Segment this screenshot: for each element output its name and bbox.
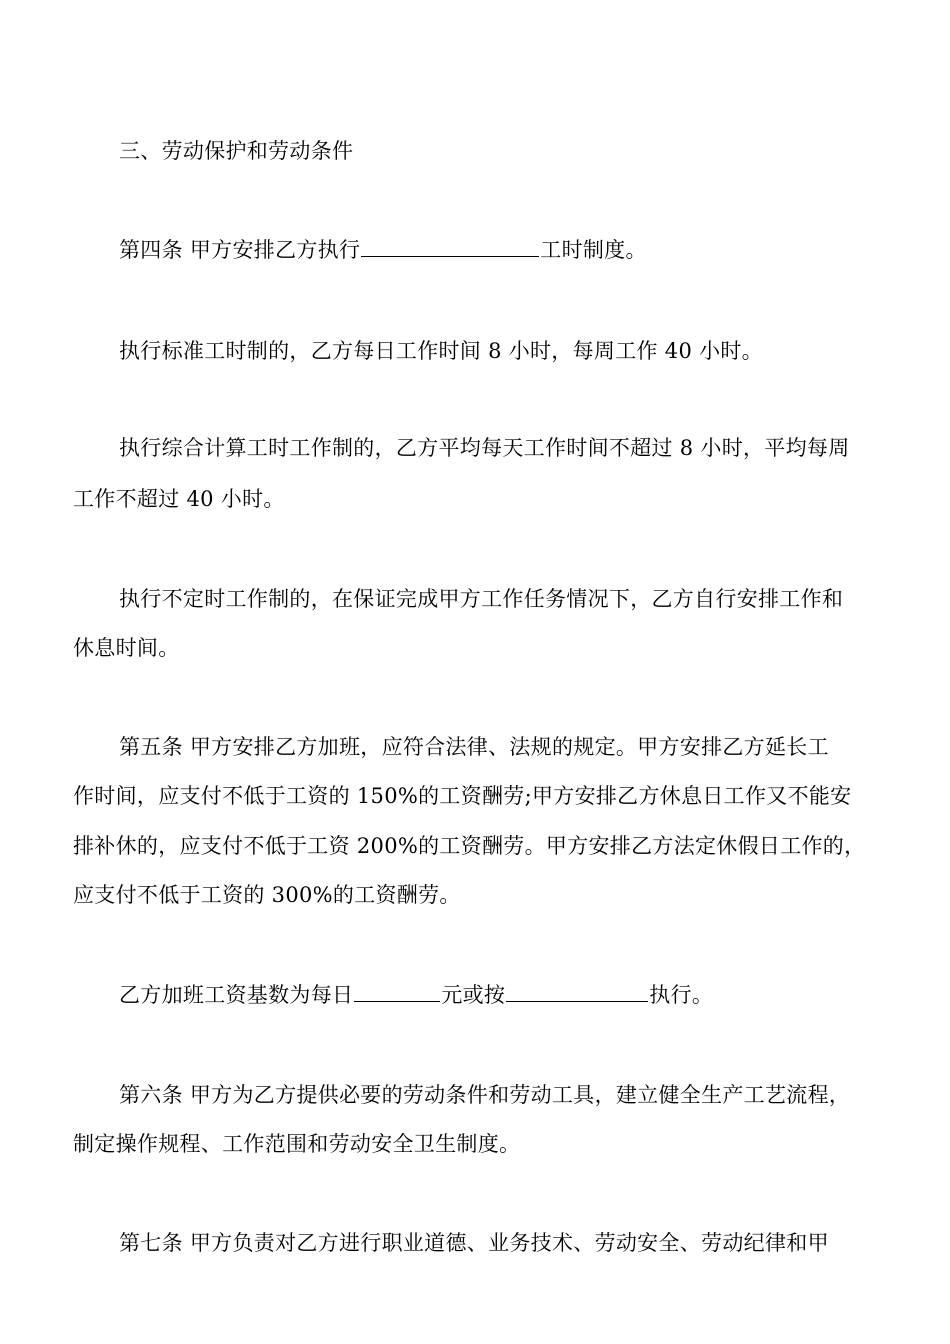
article-4	[119, 226, 883, 275]
comprehensive-hours-line-1: 执行综合计算工时工作制的，乙方平均每天工作时间不超过 8 小时，平均每周	[119, 436, 850, 460]
article-7-line-1: 第七条 甲方负责对乙方进行职业道德、业务技术、劳动安全、劳动纪律和甲	[119, 1231, 829, 1255]
section-title: 三、劳动保护和劳动条件	[119, 139, 354, 163]
article-5-line-4: 应支付不低于工资的 300%的工资酬劳。	[73, 883, 461, 907]
article-6-line-1: 第六条 甲方为乙方提供必要的劳动条件和劳动工具，建立健全生产工艺流程，	[119, 1083, 851, 1107]
comprehensive-hours-line-2: 工作不超过 40 小时。	[73, 487, 285, 511]
overtime-base-text-2: 元或按	[441, 983, 506, 1007]
flexible-hours-line-1: 执行不定时工作制的，在保证完成甲方工作任务情况下，乙方自行安排工作和	[119, 587, 844, 611]
article-5-line-2: 作时间，应支付不低于工资的 150%的工资酬劳;甲方安排乙方休息日工作又不能安	[73, 784, 852, 808]
overtime-base-paragraph	[119, 971, 883, 1020]
article-4-text-end: 工时制度。	[540, 238, 647, 262]
overtime-base-text: 乙方加班工资基数为每日	[119, 983, 354, 1007]
overtime-base-text-3: 执行。	[649, 983, 714, 1007]
alternative-basis-blank[interactable]	[506, 983, 648, 1002]
article-6-line-2: 制定操作规程、工作范围和劳动安全卫生制度。	[73, 1132, 521, 1156]
article-5-line-1: 第五条 甲方安排乙方加班，应符合法律、法规的规定。甲方安排乙方延长工	[119, 735, 829, 759]
article-5-line-3: 排补休的，应支付不低于工资 200%的工资酬劳。甲方安排乙方法定休假日工作的，	[73, 834, 866, 858]
work-hours-system-blank[interactable]	[361, 238, 539, 257]
flexible-hours-line-2: 休息时间。	[73, 636, 180, 660]
article-4-text: 第四条 甲方安排乙方执行	[119, 238, 361, 262]
daily-amount-blank[interactable]	[354, 983, 440, 1002]
standard-hours-paragraph: 执行标准工时制的，乙方每日工作时间 8 小时，每周工作 40 小时。	[119, 339, 763, 363]
